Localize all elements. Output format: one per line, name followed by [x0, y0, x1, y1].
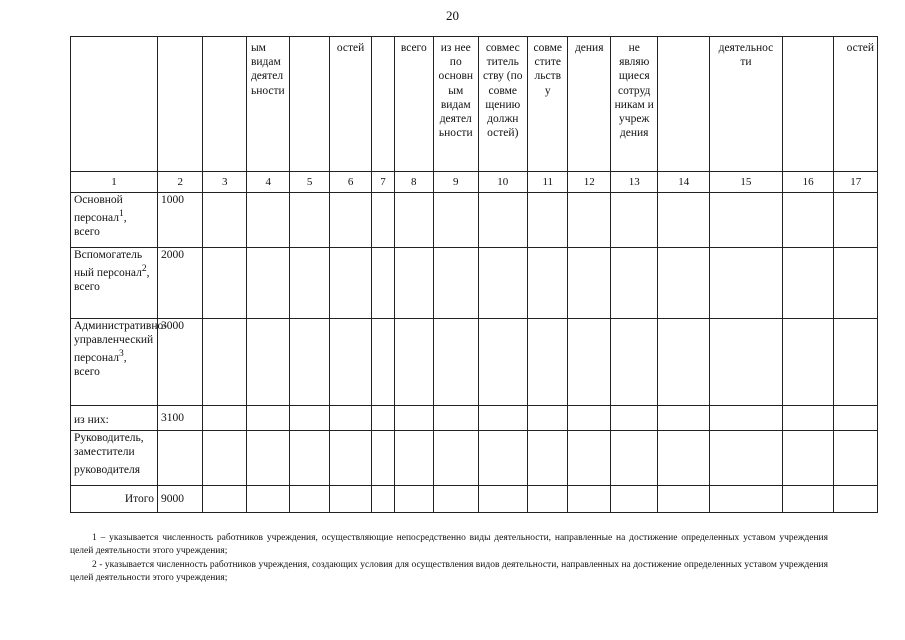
row-label [71, 406, 158, 431]
data-cell[interactable] [834, 193, 878, 248]
data-cell[interactable] [372, 248, 394, 319]
data-cell[interactable] [568, 486, 610, 513]
footnote: 1 – указывается численность работников учреждения, осуществляющие непосредственно виды деятельности, направленные на достижение определенных уставом учреждения целей деятельности этого учреждения; [70, 533, 828, 556]
header-cell: не являю щиеся сотруд никам и учреж дения [610, 37, 658, 172]
data-cell[interactable] [782, 248, 834, 319]
data-cell[interactable] [434, 406, 478, 431]
row-label-text: Основной персонал [74, 194, 123, 225]
data-cell[interactable] [372, 193, 394, 248]
data-cell[interactable] [434, 248, 478, 319]
data-cell[interactable] [658, 193, 710, 248]
data-cell[interactable] [203, 486, 246, 513]
data-cell[interactable] [528, 486, 568, 513]
row-label [71, 319, 168, 406]
header-cell [157, 37, 203, 172]
data-cell[interactable] [329, 193, 371, 248]
data-cell[interactable] [329, 486, 371, 513]
data-cell[interactable] [329, 248, 371, 319]
data-cell[interactable] [434, 431, 478, 486]
row-label-suffix: , всего [74, 267, 150, 294]
table-row [71, 248, 878, 319]
data-cell[interactable] [782, 406, 834, 431]
row-code: 1000 [157, 193, 203, 248]
data-cell[interactable] [203, 319, 246, 406]
column-number: 16 [782, 172, 834, 193]
data-cell[interactable] [782, 319, 834, 406]
data-cell[interactable] [568, 319, 610, 406]
data-cell[interactable] [710, 193, 783, 248]
total-label: Итого [71, 486, 158, 513]
data-cell[interactable] [610, 248, 658, 319]
data-cell[interactable] [782, 431, 834, 486]
header-cell: дения [568, 37, 610, 172]
row-label-suffix: , всего [74, 212, 127, 239]
header-cell [71, 37, 158, 172]
data-cell[interactable] [834, 319, 878, 406]
data-cell[interactable] [394, 248, 433, 319]
row-label [71, 193, 158, 248]
data-cell[interactable] [610, 486, 658, 513]
table-row [71, 193, 878, 248]
data-cell[interactable] [658, 319, 710, 406]
header-cell: деятельнос ти [710, 37, 783, 172]
column-number: 11 [528, 172, 568, 193]
header-cell: остей [329, 37, 371, 172]
footnote-marker: 3 [118, 348, 124, 360]
data-cell[interactable] [782, 486, 834, 513]
data-cell[interactable] [203, 406, 246, 431]
header-cell: остей [834, 37, 878, 172]
data-cell[interactable] [528, 248, 568, 319]
data-cell[interactable] [329, 406, 371, 431]
data-cell[interactable] [658, 431, 710, 486]
header-cell: совмес титель ству (по совме щению должн остей) [478, 37, 528, 172]
header-cell [372, 37, 394, 172]
column-number: 15 [710, 172, 783, 193]
data-cell[interactable] [710, 486, 783, 513]
data-cell[interactable] [246, 319, 289, 406]
data-cell[interactable] [290, 319, 329, 406]
data-cell[interactable] [782, 193, 834, 248]
header-row [71, 37, 878, 172]
data-cell[interactable] [610, 406, 658, 431]
data-cell[interactable] [478, 193, 528, 248]
footnote-marker: 2 [141, 263, 147, 275]
data-cell[interactable] [658, 486, 710, 513]
data-cell[interactable] [528, 193, 568, 248]
data-cell[interactable] [203, 193, 246, 248]
data-cell[interactable] [434, 193, 478, 248]
data-cell[interactable] [246, 486, 289, 513]
column-number: 10 [478, 172, 528, 193]
column-number: 2 [157, 172, 203, 193]
data-cell[interactable] [290, 193, 329, 248]
data-cell[interactable] [528, 406, 568, 431]
data-cell[interactable] [329, 431, 371, 486]
row-label-text: Руководитель, заместители руководителя [74, 432, 144, 477]
data-cell[interactable] [394, 431, 433, 486]
row-code: 3000 [157, 319, 203, 406]
header-cell [658, 37, 710, 172]
data-cell[interactable] [290, 248, 329, 319]
footnote: 2 - указывается численность работников учреждения, создающих условия для осуществления видов деятельности, направленных на достижение определенных уставом учреждения целей деятельности этого учреждения; [70, 560, 828, 583]
data-cell[interactable] [246, 193, 289, 248]
data-cell[interactable] [394, 319, 433, 406]
data-cell[interactable] [203, 248, 246, 319]
data-cell[interactable] [372, 486, 394, 513]
data-cell[interactable] [610, 193, 658, 248]
data-cell[interactable] [568, 193, 610, 248]
data-cell[interactable] [834, 486, 878, 513]
data-cell[interactable] [290, 406, 329, 431]
column-number: 17 [834, 172, 878, 193]
data-cell[interactable] [610, 319, 658, 406]
column-number: 1 [71, 172, 158, 193]
column-number-row [71, 172, 878, 193]
column-number: 4 [246, 172, 289, 193]
data-cell[interactable] [478, 319, 528, 406]
row-code [157, 431, 203, 486]
data-cell[interactable] [658, 248, 710, 319]
column-number: 6 [329, 172, 371, 193]
column-number: 3 [203, 172, 246, 193]
data-cell[interactable] [372, 406, 394, 431]
row-label-text: из них: [74, 413, 109, 426]
table-row [71, 406, 878, 431]
data-cell[interactable] [434, 486, 478, 513]
data-cell[interactable] [710, 248, 783, 319]
staff-table [70, 36, 878, 513]
data-cell[interactable] [658, 406, 710, 431]
column-number: 7 [372, 172, 394, 193]
data-cell[interactable] [834, 406, 878, 431]
column-number: 9 [434, 172, 478, 193]
data-cell[interactable] [290, 431, 329, 486]
row-label-suffix: , всего [74, 352, 127, 379]
data-cell[interactable] [834, 248, 878, 319]
column-number: 14 [658, 172, 710, 193]
data-cell[interactable] [834, 431, 878, 486]
row-code: 2000 [157, 248, 203, 319]
data-cell[interactable] [246, 406, 289, 431]
header-cell: из нее по основн ым видам деятел ьности [434, 37, 478, 172]
header-cell [782, 37, 834, 172]
total-row [71, 486, 878, 513]
data-cell[interactable] [568, 431, 610, 486]
row-label-text: Вспомогатель ный персонал [74, 249, 143, 280]
data-cell[interactable] [710, 431, 783, 486]
data-cell[interactable] [329, 319, 371, 406]
data-cell[interactable] [394, 193, 433, 248]
data-cell[interactable] [610, 431, 658, 486]
header-cell: совме стите льств у [528, 37, 568, 172]
header-cell: ым видам деятел ьности [246, 37, 289, 172]
row-label-text: Административно- управленческий персонал [74, 320, 168, 365]
column-number: 13 [610, 172, 658, 193]
data-cell[interactable] [394, 486, 433, 513]
data-cell[interactable] [478, 248, 528, 319]
column-number: 8 [394, 172, 433, 193]
footnotes [70, 532, 828, 586]
row-code: 3100 [157, 406, 203, 431]
data-cell[interactable] [710, 319, 783, 406]
data-cell[interactable] [528, 319, 568, 406]
row-label [71, 248, 158, 319]
page-number: 20 [446, 8, 459, 23]
data-cell[interactable] [434, 319, 478, 406]
data-cell[interactable] [528, 431, 568, 486]
column-number: 12 [568, 172, 610, 193]
table-row [71, 431, 878, 486]
data-cell[interactable] [568, 248, 610, 319]
header-cell [290, 37, 329, 172]
row-label [71, 431, 158, 486]
data-cell[interactable] [568, 406, 610, 431]
column-number: 5 [290, 172, 329, 193]
data-cell[interactable] [203, 431, 246, 486]
footnote-marker: 1 [118, 208, 124, 220]
data-cell[interactable] [478, 431, 528, 486]
data-cell[interactable] [478, 406, 528, 431]
data-cell[interactable] [290, 486, 329, 513]
data-cell[interactable] [394, 406, 433, 431]
table-row [71, 319, 878, 406]
data-cell[interactable] [246, 431, 289, 486]
header-cell [203, 37, 246, 172]
data-cell[interactable] [478, 486, 528, 513]
data-cell[interactable] [710, 406, 783, 431]
data-cell[interactable] [372, 431, 394, 486]
data-cell[interactable] [372, 319, 394, 406]
total-code: 9000 [157, 486, 203, 513]
data-cell[interactable] [246, 248, 289, 319]
header-cell: всего [394, 37, 433, 172]
